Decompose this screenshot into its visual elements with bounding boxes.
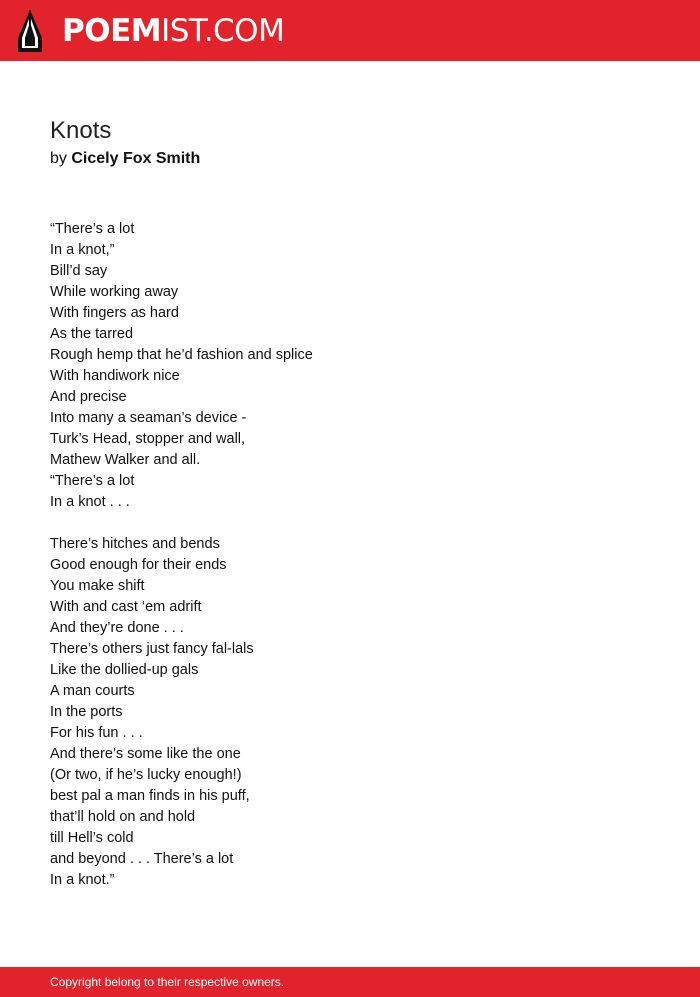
poem-line: that’ll hold on and hold — [50, 809, 196, 825]
poem-line: and beyond . . . There’s a lot — [50, 851, 234, 867]
poem-line: With fingers as hard — [50, 305, 179, 321]
pen-nib-icon[interactable] — [18, 10, 42, 52]
site-logo[interactable] — [62, 13, 284, 49]
poem-line: With handiwork nice — [50, 368, 180, 384]
poem-line: With and cast ‘em adrift — [50, 599, 202, 615]
site-footer — [0, 967, 700, 997]
poem-line: And precise — [50, 389, 127, 405]
poem-line: As the tarred — [50, 326, 134, 342]
poem-line: till Hell’s cold — [50, 830, 134, 846]
copyright-notice: Copyright belong to their respective owners. — [50, 975, 285, 989]
poem-line: There’s hitches and bends — [50, 536, 220, 552]
poem-line: You make shift — [50, 578, 145, 594]
poem-line: “There’s a lot — [50, 221, 135, 237]
poem-line: And they’re done . . . — [50, 620, 184, 636]
poem-byline — [50, 149, 200, 169]
poem-title: Knots — [50, 117, 112, 144]
poem-line: In a knot . . . — [50, 494, 130, 510]
logo-text-light: IST.COM — [161, 13, 285, 49]
poem-line: While working away — [50, 284, 179, 300]
poem-line: Mathew Walker and all. — [50, 452, 201, 468]
poem-stanza — [50, 219, 650, 513]
poem-stanza — [50, 534, 650, 891]
poem-line: Turk’s Head, stopper and wall, — [50, 431, 246, 447]
byline-prefix: by — [50, 150, 67, 167]
poem-line: A man courts — [50, 683, 135, 699]
poem-line: Into many a seaman’s device - — [50, 410, 247, 426]
logo-text-strong: POEM — [62, 13, 162, 49]
poem-line: best pal a man finds in his puff, — [50, 788, 250, 804]
poem-body — [50, 219, 650, 912]
poem-line: Bill’d say — [50, 263, 108, 279]
poem-line: Like the dollied-up gals — [50, 662, 199, 678]
site-header — [0, 0, 700, 61]
poem-line: For his fun . . . — [50, 725, 143, 741]
poem-line: And there’s some like the one — [50, 746, 241, 762]
poem-line: There’s others just fancy fal-lals — [50, 641, 254, 657]
poem-line: In a knot.” — [50, 872, 115, 888]
poem-line: In a knot,” — [50, 242, 115, 258]
poem-line: “There’s a lot — [50, 473, 135, 489]
poem-line: In the ports — [50, 704, 123, 720]
poem-line: Good enough for their ends — [50, 557, 227, 573]
poem-line: Rough hemp that he’d fashion and splice — [50, 347, 313, 363]
poem-author: Cicely Fox Smith — [71, 150, 201, 167]
poem-line: (Or two, if he’s lucky enough!) — [50, 767, 242, 783]
